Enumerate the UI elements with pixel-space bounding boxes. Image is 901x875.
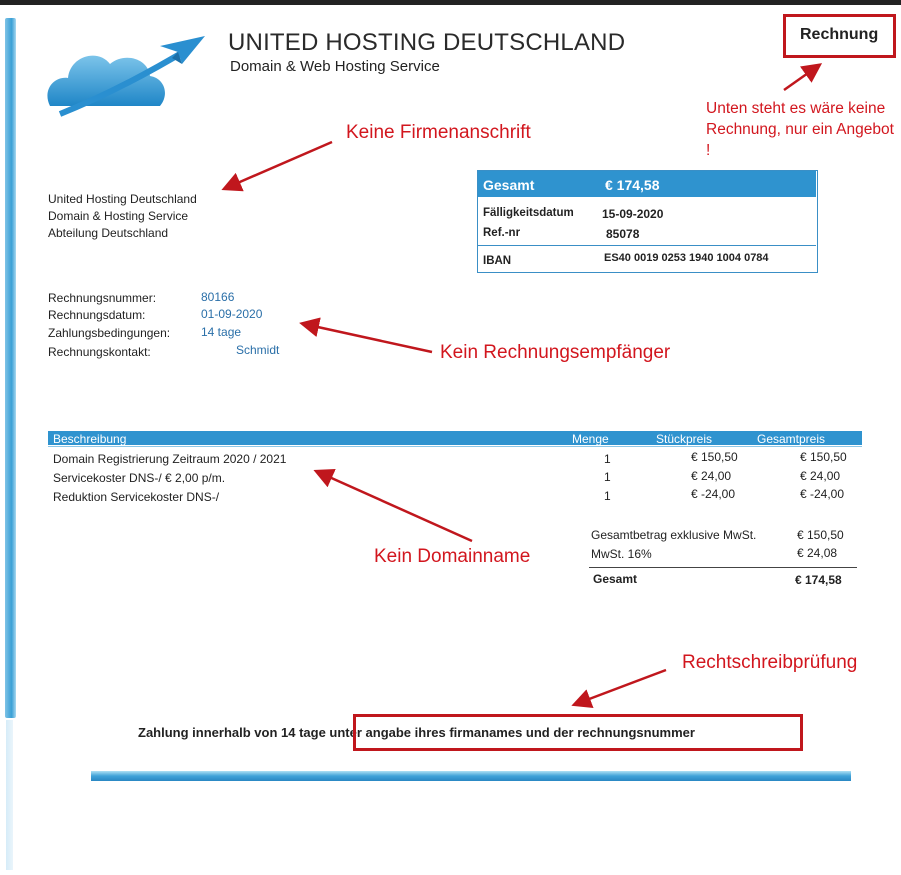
item-quantity: 1 <box>604 489 611 503</box>
vat-value: € 24,08 <box>797 546 838 560</box>
reference-label: Ref.-nr <box>483 227 521 239</box>
annotation-not-invoice: Unten steht es wäre keine Rechnung, nur ein Angebot ! <box>706 100 894 159</box>
billing-contact-label: Rechnungskontakt: <box>48 345 151 359</box>
sender-address-line: Abteilung Deutschland <box>48 226 169 240</box>
arrow-to-item-description <box>318 472 472 541</box>
item-total-price: € 24,00 <box>800 469 841 483</box>
annotation-spell-check: Rechtschreibprüfung <box>682 652 858 673</box>
item-quantity: 1 <box>604 470 611 484</box>
arrow-to-invoice-info <box>304 324 432 352</box>
item-unit-price: € 150,50 <box>691 450 738 464</box>
gross-total-label: Gesamt <box>593 572 638 586</box>
iban-label: IBAN <box>483 255 512 267</box>
document-type-label: Rechnung <box>800 26 879 43</box>
sender-address-line: Domain & Hosting Service <box>48 209 189 223</box>
payment-terms-value: 14 tage <box>201 325 242 339</box>
gross-total-value: € 174,58 <box>795 573 842 587</box>
arrow-to-sender-address <box>226 142 332 188</box>
reference-value: 85078 <box>606 227 640 241</box>
annotation-no-domain-name: Kein Domainname <box>374 546 531 567</box>
item-unit-price: € 24,00 <box>691 469 732 483</box>
arrow-to-payment-note <box>576 670 666 704</box>
net-total-value: € 150,50 <box>797 528 844 542</box>
annotation-no-recipient: Kein Rechnungsempfänger <box>440 342 671 363</box>
company-name: UNITED HOSTING DEUTSCHLAND <box>228 29 626 56</box>
item-quantity: 1 <box>604 452 611 466</box>
iban-value: ES40 0019 0253 1940 1004 0784 <box>604 252 769 264</box>
item-total-price: € 150,50 <box>800 450 847 464</box>
column-total-price: Gesamtpreis <box>757 432 826 446</box>
item-description: Domain Registrierung Zeitraum 2020 / 2021 <box>53 452 287 466</box>
annotation-no-company-address: Keine Firmenanschrift <box>346 122 531 143</box>
item-description: Servicekoster DNS-/ € 2,00 p/m. <box>53 471 226 485</box>
arrow-to-document-type <box>784 66 818 90</box>
payment-note: Zahlung innerhalb von 14 tage unter angabe ihres firmanames und der rechnungsnummer <box>138 725 695 740</box>
company-tagline: Domain & Web Hosting Service <box>230 58 440 75</box>
column-description: Beschreibung <box>53 432 127 446</box>
item-total-price: € -24,00 <box>800 487 845 501</box>
invoice-date-value: 01-09-2020 <box>201 307 263 321</box>
billing-contact-value: Schmidt <box>236 343 280 357</box>
net-total-label: Gesamtbetrag exklusive MwSt. <box>591 528 757 542</box>
item-unit-price: € -24,00 <box>691 487 736 501</box>
column-quantity: Menge <box>572 432 609 446</box>
column-unit-price: Stückpreis <box>656 432 713 446</box>
due-date-label: Fälligkeitsdatum <box>483 207 574 219</box>
summary-total-value: € 174,58 <box>605 177 660 193</box>
invoice-date-label: Rechnungsdatum: <box>48 308 146 322</box>
sender-address-line: United Hosting Deutschland <box>48 192 197 206</box>
vat-label: MwSt. 16% <box>591 547 652 561</box>
item-description: Reduktion Servicekoster DNS-/ <box>53 490 220 504</box>
due-date-value: 15-09-2020 <box>602 207 664 221</box>
invoice-number-label: Rechnungsnummer: <box>48 291 157 305</box>
summary-total-label: Gesamt <box>483 177 535 193</box>
invoice-number-value: 80166 <box>201 290 235 304</box>
payment-terms-label: Zahlungsbedingungen: <box>48 326 171 340</box>
